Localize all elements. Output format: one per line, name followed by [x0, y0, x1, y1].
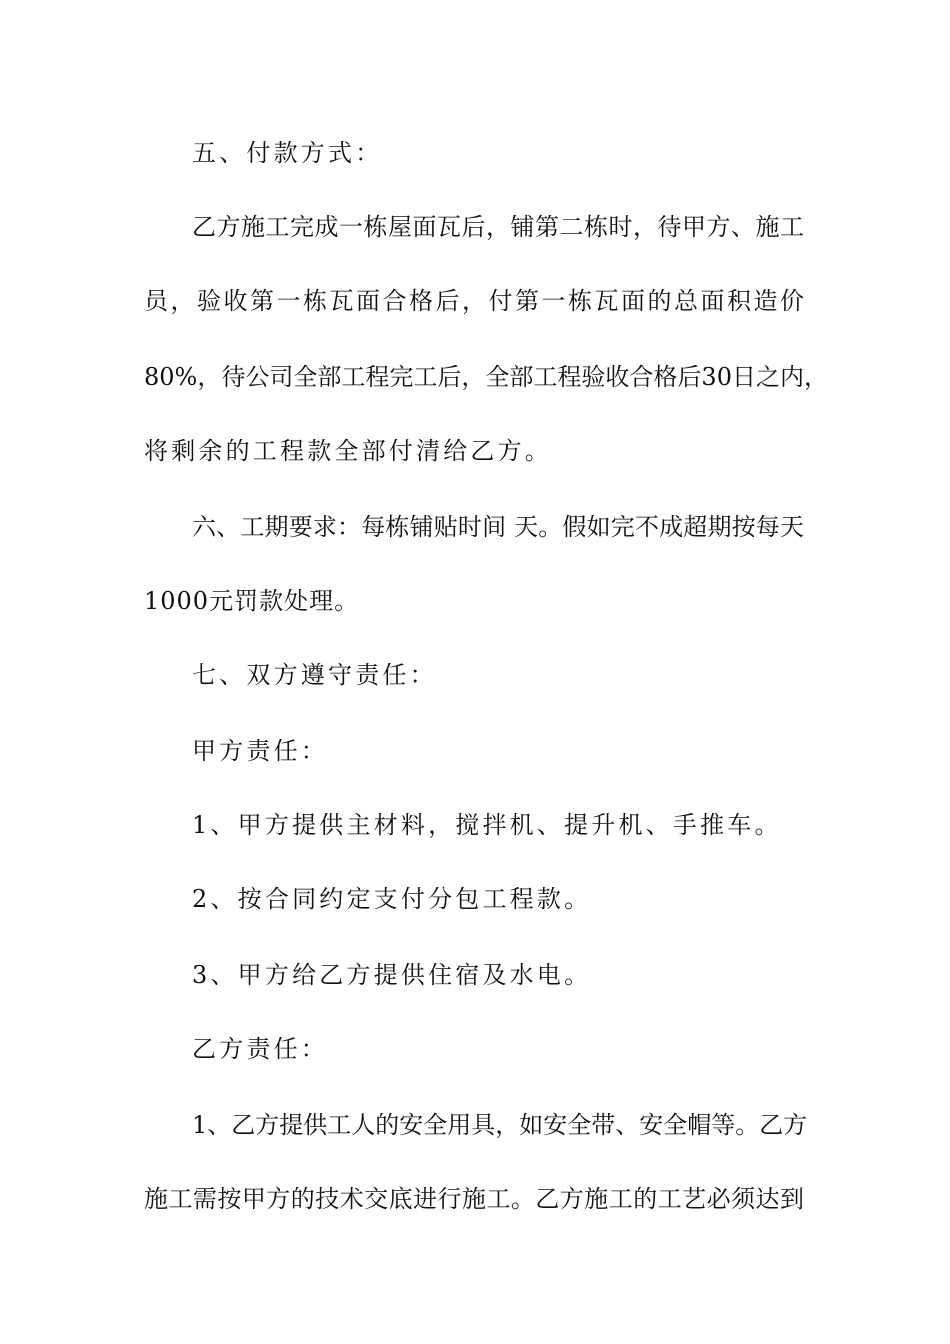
paragraph-line: 施工需按甲方的技术交底进行施工。乙方施工的工艺必须达到	[144, 1185, 804, 1213]
subheading-party-b: 乙方责任：	[192, 1035, 328, 1063]
paragraph-line: 80%，待公司全部工程完工后，全部工程验收合格后30日之内，	[144, 363, 828, 391]
paragraph-line: 乙方施工完成一栋屋面瓦后，铺第二栋时，待甲方、施工	[192, 213, 804, 241]
paragraph-line: 将剩余的工程款全部付清给乙方。	[144, 437, 552, 465]
list-item: 3、甲方给乙方提供住宿及水电。	[192, 961, 592, 989]
subheading-party-a: 甲方责任：	[192, 737, 328, 765]
list-item: 1、乙方提供工人的安全用具，如安全带、安全帽等。乙方	[192, 1111, 808, 1139]
section-heading-responsibilities: 七、双方遵守责任：	[192, 661, 437, 689]
section-heading-schedule: 六、工期要求：每栋铺贴时间 天。假如完不成超期按每天	[192, 513, 804, 541]
section-heading-payment: 五、付款方式：	[192, 139, 383, 167]
list-item: 1、甲方提供主材料，搅拌机、提升机、手推车。	[192, 811, 782, 839]
paragraph-line: 1000元罚款处理。	[144, 587, 360, 615]
list-item: 2、按合同约定支付分包工程款。	[192, 885, 592, 913]
paragraph-line: 员，验收第一栋瓦面合格后，付第一栋瓦面的总面积造价	[144, 287, 804, 315]
